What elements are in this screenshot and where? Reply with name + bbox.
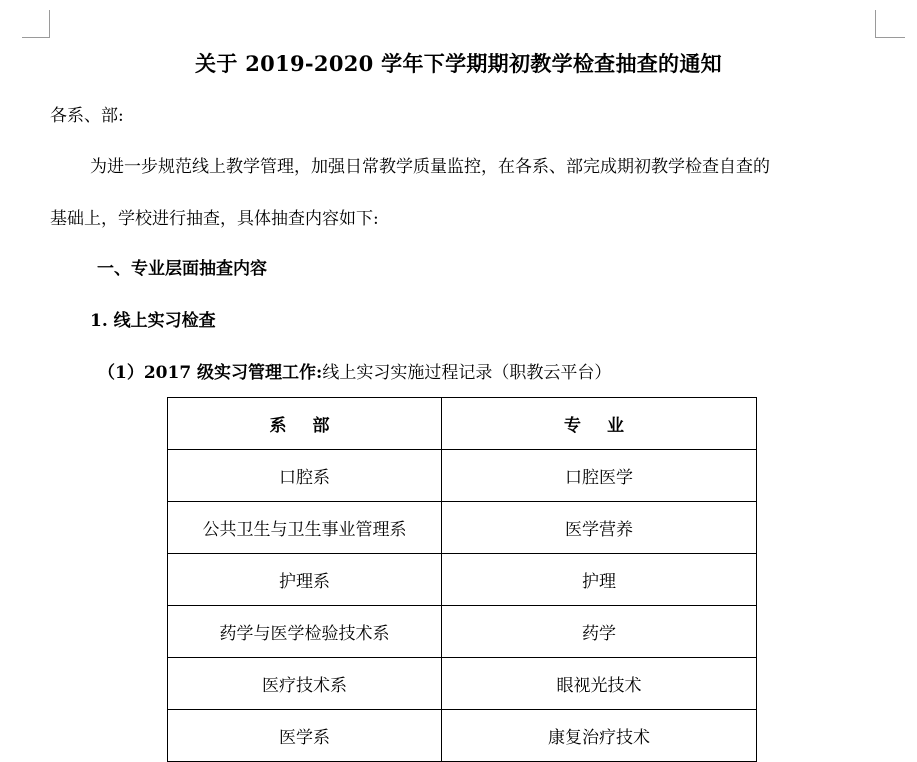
cell-department: 口腔系 <box>168 450 442 502</box>
section-heading: 一、专业层面抽查内容 <box>97 259 267 279</box>
header-major: 专 业 <box>442 398 757 450</box>
cell-major: 护理 <box>442 554 757 606</box>
crop-mark-top-left-horizontal <box>22 37 50 38</box>
item-label: （1）2017 级实习管理工作: <box>98 363 323 383</box>
item-text: 线上实习实施过程记录（职教云平台） <box>322 363 612 383</box>
table-row <box>168 450 757 502</box>
cell-department: 医学系 <box>168 710 442 762</box>
item-heading <box>98 361 611 385</box>
table-row <box>168 502 757 554</box>
table-row <box>168 658 757 710</box>
crop-mark-top-right-horizontal <box>875 37 905 38</box>
header-department: 系 部 <box>168 398 442 450</box>
salutation: 各系、部: <box>50 106 124 126</box>
cell-department: 护理系 <box>168 554 442 606</box>
subsection-heading: 1. 线上实习检查 <box>90 311 216 331</box>
cell-department: 医疗技术系 <box>168 658 442 710</box>
cell-major: 眼视光技术 <box>442 658 757 710</box>
crop-mark-top-left-vertical <box>49 10 50 38</box>
paragraph-line-2: 基础上，学校进行抽查，具体抽查内容如下: <box>50 209 379 229</box>
table-header-row <box>168 398 757 450</box>
table-row <box>168 710 757 762</box>
paragraph-line-1: 为进一步规范线上教学管理，加强日常教学质量监控，在各系、部完成期初教学检查自查的 <box>90 157 770 177</box>
cell-major: 医学营养 <box>442 502 757 554</box>
crop-mark-top-right-vertical <box>875 10 876 38</box>
cell-major: 康复治疗技术 <box>442 710 757 762</box>
cell-major: 药学 <box>442 606 757 658</box>
document-title: 关于 2019-2020 学年下学期期初教学检查抽查的通知 <box>195 51 722 76</box>
cell-department: 药学与医学检验技术系 <box>168 606 442 658</box>
cell-department: 公共卫生与卫生事业管理系 <box>168 502 442 554</box>
table-row <box>168 554 757 606</box>
department-major-table <box>167 397 757 762</box>
cell-major: 口腔医学 <box>442 450 757 502</box>
table-row <box>168 606 757 658</box>
